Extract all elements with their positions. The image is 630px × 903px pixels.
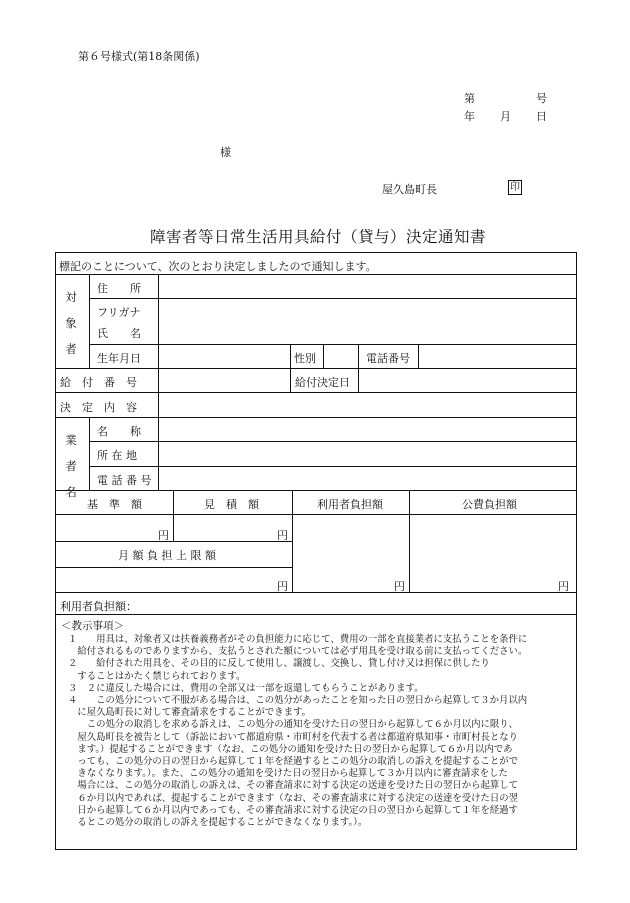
note-line: この処分の取消しを求める訴えは、この処分の通知を受けた日の翌日から起算して６か月以内に限り、 [68,719,519,731]
intro-text: 標記のことについて、次のとおり決定しましたので通知します。 [59,260,377,273]
vendor-phone-label: 電 話 番 号 [97,474,152,487]
birthdate-label: 生年月日 [97,352,141,365]
col-divider [89,417,90,490]
col-divider [292,490,293,592]
vendor-label: 業 者 名 [65,433,77,499]
vendor-name-label: 名 称 [97,425,141,438]
vendor-location-label: 所 在 地 [97,449,137,462]
note-line: 屋久島町長を被告として（訴訟において都道府県・市町村を代表する者は都道府県知事・市町村長となり [68,731,519,743]
col-divider [89,274,90,368]
doc-number-prefix: 第 [464,92,475,105]
col-divider [418,344,419,368]
row-divider [89,298,577,299]
row-divider [55,592,577,593]
user-burden-label: 利用者負担額 [317,498,383,511]
estimate-yen: 円 [277,529,288,542]
date-day: 日 [536,110,547,123]
note-line: ６か月以内であれば、提起することができます（なお、その審査請求に対する決定の送達を受けた日の翌 [68,792,519,804]
user-burden-footer-label: 利用者負担額： [60,600,137,613]
standard-yen: 円 [158,529,169,542]
user-burden-yen: 円 [394,580,405,593]
benefit-number-label: 給 付 番 号 [60,376,137,389]
phone-label: 電話番号 [366,352,410,365]
note-line: 場合には、この処分の取消しの訴えは、その審査請求に対する決定の送達を受けた日の翌日から起算して [68,780,519,792]
row-divider [89,441,577,442]
col-divider [323,344,324,368]
row-divider [55,567,292,568]
form-number: 第６号様式(第18条関係) [78,50,200,63]
furigana-label: フリガナ [97,306,141,319]
gender-label: 性別 [294,352,316,365]
row-divider [55,368,577,369]
row-divider [55,392,577,393]
monthly-cap-label: 月 額 負 担 上 限 額 [118,549,216,562]
notes-list [68,634,527,829]
row-divider [89,344,577,345]
doc-number-suffix: 号 [536,92,547,105]
note-line: ます。）提起することができます（なお、この処分の通知を受けた日の翌日から起算して６か月以内であ [68,743,513,755]
note-line: ４ この処分について不服がある場合は、この処分があったことを知った日の翌日から起算して３か月以内 [68,695,528,707]
standard-amount-label: 基 準 額 [87,498,142,511]
subject-label: 対 象 者 [65,290,77,356]
row-divider [55,417,577,418]
note-line: することはかたく禁じられております。 [68,670,246,682]
note-line: ３ ２に違反した場合には、費用の全部又は一部を返還してもらうことがあります。 [68,682,424,694]
date-month: 月 [500,110,511,123]
decision-content-label: 決 定 内 容 [60,401,137,414]
note-line: きなくなります。）。また、この処分の通知を受けた日の翌日から起算して３か月以内に審査請求をした [68,768,508,780]
row-divider [55,614,577,615]
col-divider [290,344,291,392]
issuer: 屋久島町長 [382,183,437,196]
note-line: に屋久島町長に対して審査請求をすることができます。 [68,707,312,719]
page-title: 障害者等日常生活用具給付（貸与）決定通知書 [150,228,487,246]
col-divider [173,490,174,541]
row-divider [55,541,292,542]
col-divider [358,344,359,392]
addressee-suffix: 様 [220,146,231,159]
address-label: 住 所 [97,282,141,295]
public-burden-yen: 円 [558,580,569,593]
row-divider [89,466,577,467]
note-line: っても、この処分の日の翌日から起算して１年を経過するとこの処分の取消しの訴えを提起することがで [68,756,519,768]
row-divider [55,514,577,515]
estimate-amount-label: 見 積 額 [204,498,259,511]
public-burden-label: 公費負担額 [462,498,517,511]
row-divider [55,490,577,491]
monthly-cap-yen: 円 [277,580,288,593]
name-label: 氏 名 [97,327,141,340]
col-divider [158,274,159,490]
note-line: 給付されるものでありますから、支払うとされた額については必ず用具を受け取る前に支払ってください。 [68,646,528,658]
note-line: ２ 給付された用具を、その目的に反して使用し、譲渡し、交換し、貸し付け又は担保に供したり [68,658,490,670]
notes-title: ＜教示事項＞ [61,620,124,632]
benefit-decision-date-label: 給付決定日 [295,376,350,389]
date-year: 年 [464,110,475,123]
note-line: １ 用具は、対象者又は扶養義務者がその負担能力に応じて、費用の一部を直接業者に支払うことを条件に [68,634,528,645]
note-line: るとこの処分の取消しの訴えを提起することができなくなります。）。 [68,817,368,829]
col-divider [409,490,410,592]
seal-mark: 印 [510,182,520,193]
note-line: 日から起算して６か月以内であっても、その審査請求に対する決定の日の翌日から起算して１年を経過す [68,804,518,816]
row-divider [55,274,577,275]
